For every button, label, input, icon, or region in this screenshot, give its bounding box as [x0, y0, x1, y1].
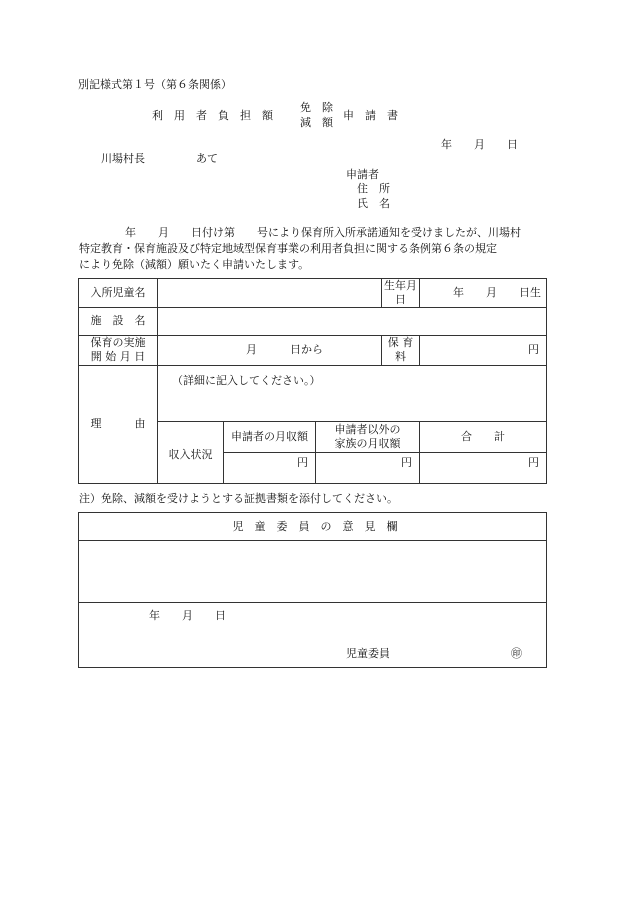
- facility-label: 施 設 名: [79, 307, 158, 335]
- other-income-header-line1: 申請者以外の: [334, 422, 401, 436]
- applicant-name-label: 氏 名: [357, 197, 390, 210]
- birthdate-label: 生年月日: [382, 279, 420, 308]
- income-status-label: 収入状況: [158, 421, 224, 483]
- other-income-field[interactable]: [316, 452, 420, 483]
- body-line-3: により免除（減額）願いたく申請いたします。: [79, 258, 310, 271]
- title-prefix: 利 用 者 負 担 額: [152, 109, 273, 122]
- body-line-1: 年 月 日付け第 号により保育所入所承諾通知を受けましたが、川場村: [125, 226, 521, 239]
- start-date-value: 月 日から: [246, 343, 323, 357]
- title-suffix: 申 請 書: [343, 109, 398, 122]
- application-date: 年 月 日: [441, 138, 518, 151]
- committee-opinion-field[interactable]: [79, 541, 545, 601]
- other-income-yen: 円: [401, 455, 413, 469]
- body-line-2: 特定教育・保育施設及び特定地域型保育事業の利用者負担に関する条例第６条の規定: [79, 242, 497, 255]
- child-name-field[interactable]: [158, 279, 382, 308]
- form-number: 別記様式第１号（第６条関係）: [78, 78, 232, 91]
- addressee: 川場村長: [101, 152, 145, 165]
- facility-field[interactable]: [158, 307, 547, 335]
- start-date-field[interactable]: [158, 335, 382, 365]
- applicant-income-yen: 円: [297, 455, 308, 469]
- applicant-income-field[interactable]: [224, 452, 316, 483]
- addressee-suffix: あて: [196, 152, 218, 165]
- applicant-address-label: 住 所: [357, 182, 390, 195]
- birthdate-value: 年 月 日生: [453, 285, 542, 299]
- other-income-header-line2: 家族の月収額: [334, 436, 401, 450]
- start-date-label-line2: 開 始 月 日: [90, 350, 146, 363]
- seal-icon: ㊞: [511, 647, 522, 660]
- total-yen: 円: [528, 455, 540, 469]
- application-table: [78, 278, 547, 484]
- title-option-exempt: 免 除: [300, 101, 333, 114]
- reason-hint: （詳細に記入してください。）: [172, 373, 321, 387]
- reason-field[interactable]: [158, 365, 547, 421]
- committee-signature-label: 児童委員: [346, 647, 390, 660]
- committee-date: 年 月 日: [149, 609, 226, 622]
- child-name-label: 入所児童名: [79, 279, 158, 308]
- fee-field[interactable]: [420, 335, 547, 365]
- reason-label: 理 由: [79, 365, 158, 483]
- committee-body-divider: [78, 602, 546, 603]
- committee-title: 児 童 委 員 の 意 見 欄: [232, 520, 398, 533]
- title-option-reduce: 減 額: [300, 116, 333, 129]
- total-field[interactable]: [420, 452, 547, 483]
- start-date-label: [79, 335, 158, 365]
- other-income-header: [316, 421, 420, 452]
- total-header: 合 計: [420, 421, 547, 452]
- fee-label: 保 育 料: [382, 335, 420, 365]
- applicant-income-header: 申請者の月収額: [224, 421, 316, 452]
- birthdate-field[interactable]: [420, 279, 547, 308]
- fee-yen: 円: [528, 343, 540, 357]
- start-date-label-line1: 保育の実施: [90, 336, 146, 350]
- note: 注）免除、減額を受けようとする証拠書類を添付してください。: [79, 492, 398, 505]
- applicant-label: 申請者: [346, 168, 379, 181]
